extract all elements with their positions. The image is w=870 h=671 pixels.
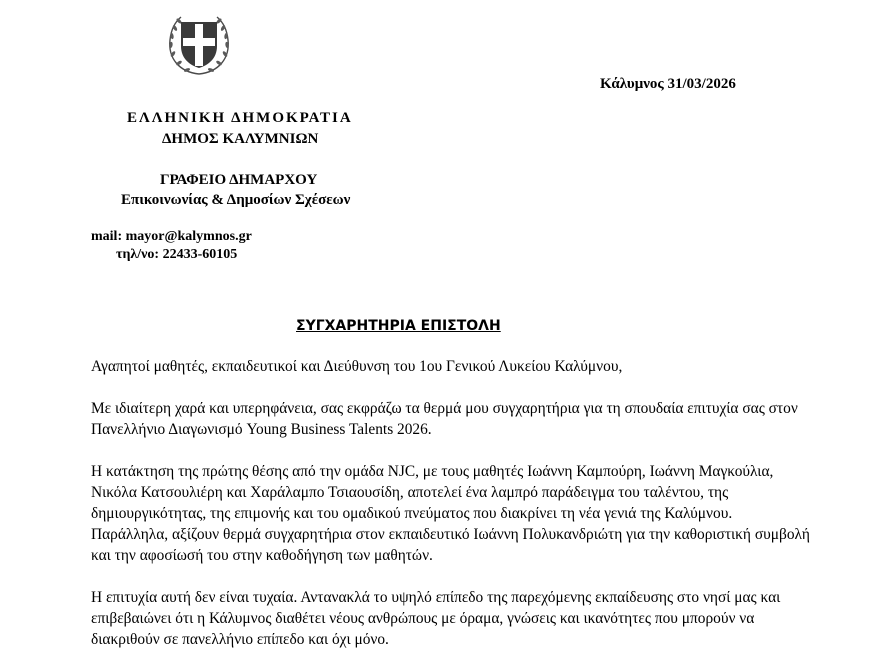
letter-paragraph: Η κατάκτηση της πρώτης θέσης από την ομάδα NJC, με τους μαθητές Ιωάννη Καμπούρη, Ιωάννη Μαγκούλια, Νικόλα Κατσουλιέρη και Χαράλαμπο Τσιαουσίδη, αποτελεί ένα λαμπρό παράδειγμα του ταλέντου, της δημιουργικότητας, της επιμονής και του ομαδικού πνεύματος που διακρίνει τη νέα γενιά της Καλύμνου. Παράλληλα, αξίζουν θερμά συγχαρητήρια στον εκπαιδευτικό Ιωάννη Πολυκανδριώτη για την καθοριστική συμβολή και την αφοσίωσή του στην καθοδήγηση των μαθητών. xyxy=(91,463,810,564)
letter-date: Κάλυμνος 31/03/2026 xyxy=(600,76,736,92)
letter-subject: ΣΥΓΧΑΡΗΤΗΡΙΑ ΕΠΙΣΤΟΛΗ xyxy=(296,318,501,334)
republic-heading: ΕΛΛΗΝΙΚΗ ΔΗΜΟΚΡΑΤΙΑ xyxy=(127,110,353,126)
letter-body xyxy=(91,356,811,671)
greek-coat-of-arms-icon xyxy=(165,10,233,78)
department-heading: Επικοινωνίας & Δημοσίων Σχέσεων xyxy=(121,192,351,208)
letter-paragraph: Με ιδιαίτερη χαρά και υπερηφάνεια, σας εκφράζω τα θερμά μου συγχαρητήρια για τη σπουδαία επιτυχία σας στον Πανελλήνιο Διαγωνισμό Young Business Talents 2026. xyxy=(91,400,798,438)
municipality-heading: ΔΗΜΟΣ ΚΑΛΥΜΝΙΩΝ xyxy=(162,131,319,147)
letter-paragraph: Η επιτυχία αυτή δεν είναι τυχαία. Αντανακλά το υψηλό επίπεδο της παρεχόμενης εκπαίδευσης στο νησί μας και επιβεβαιώνει ότι η Κάλυμνος διαθέτει νέους ανθρώπους με όραμα, γνώσεις και ικανότητες που μπορούν να διακριθούν σε πανελλήνιο επίπεδο και όχι μόνο. xyxy=(91,589,781,648)
office-heading: ΓΡΑΦΕΙΟ ΔΗΜΑΡΧΟΥ xyxy=(160,172,318,188)
contact-phone: τηλ/νο: 22433-60105 xyxy=(116,247,238,262)
contact-email: mail: mayor@kalymnos.gr xyxy=(91,229,252,244)
letter-greeting: Αγαπητοί μαθητές, εκπαιδευτικοί και Διεύθυνση του 1ου Γενικού Λυκείου Καλύμνου, xyxy=(91,358,623,375)
